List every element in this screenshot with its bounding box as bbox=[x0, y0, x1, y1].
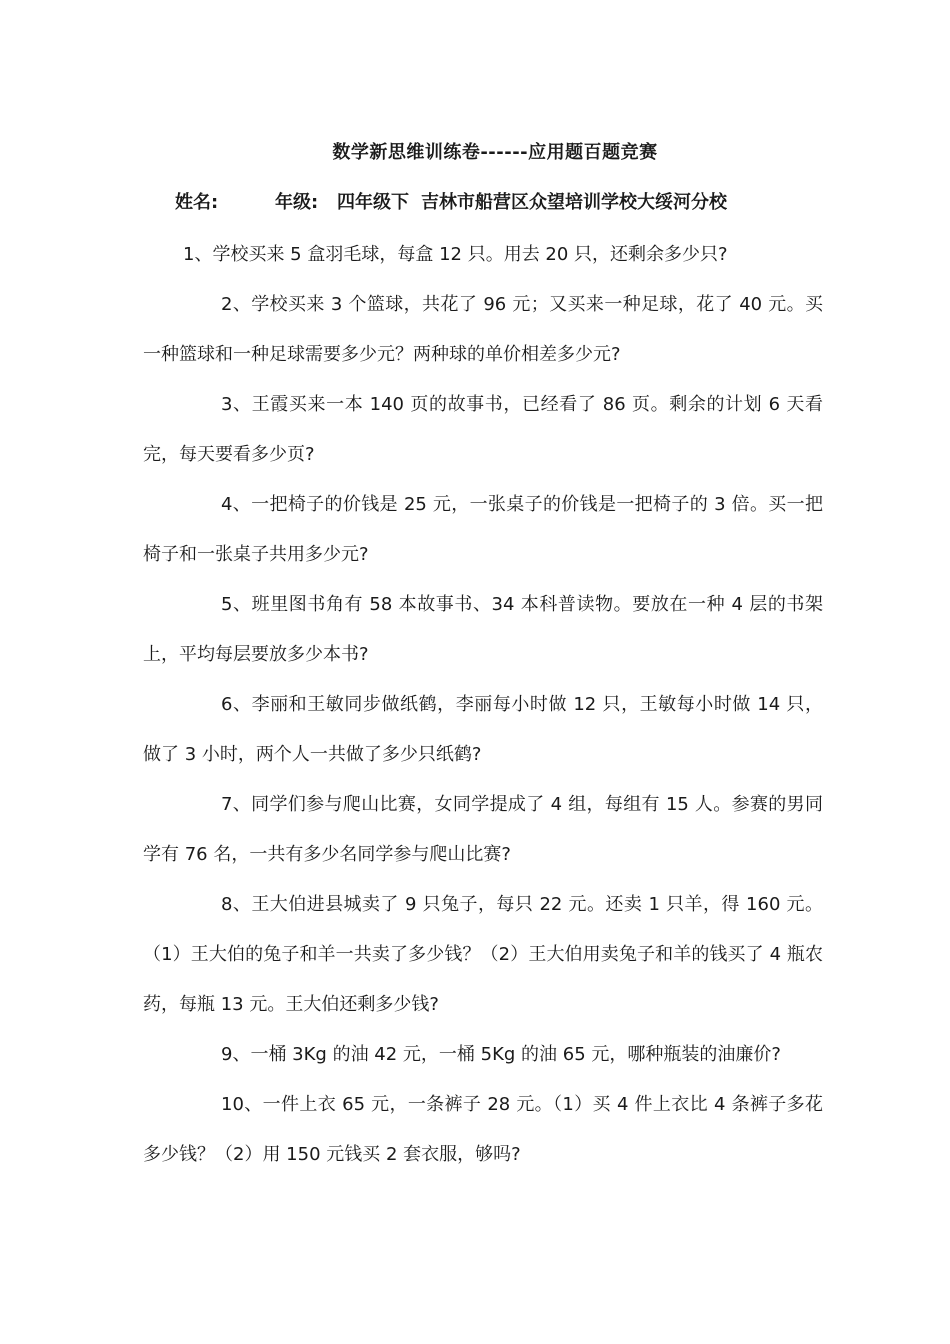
question-item: 6、李丽和王敏同步做纸鹤，李丽每小时做 12 只，王敏每小时做 14 只，做了 3 小时，两个人一共做了多少只纸鹤? bbox=[143, 694, 823, 765]
grade-value: 四年级下 bbox=[337, 192, 409, 213]
question-list bbox=[143, 230, 823, 1180]
grade-label: 年级: bbox=[275, 192, 319, 213]
question-item: 4、一把椅子的价钱是 25 元，一张桌子的价钱是一把椅子的 3 倍。买一把椅子和一张桌子共用多少元? bbox=[143, 494, 823, 565]
school-name: 吉林市船营区众望培训学校大绥河分校 bbox=[421, 192, 727, 213]
question-item: 2、学校买来 3 个篮球，共花了 96 元；又买来一种足球，花了 40 元。买一种篮球和一种足球需要多少元？两种球的单价相差多少元? bbox=[143, 294, 823, 365]
question-item: 1、学校买来 5 盒羽毛球，每盒 12 只。用去 20 只，还剩余多少只? bbox=[183, 244, 728, 265]
header-info-row bbox=[175, 188, 727, 214]
question-item: 5、班里图书角有 58 本故事书、34 本科普读物。要放在一种 4 层的书架上，平均每层要放多少本书? bbox=[143, 594, 823, 665]
question-item: 9、一桶 3Kg 的油 42 元，一桶 5Kg 的油 65 元，哪种瓶装的油廉价? bbox=[221, 1044, 781, 1065]
question-item: 3、王霞买来一本 140 页的故事书，已经看了 86 页。剩余的计划 6 天看完，每天要看多少页? bbox=[143, 394, 823, 465]
question-item: 7、同学们参与爬山比赛，女同学提成了 4 组，每组有 15 人。参赛的男同学有 76 名，一共有多少名同学参与爬山比赛? bbox=[143, 794, 823, 865]
name-label: 姓名: bbox=[175, 192, 219, 213]
document-title: 数学新思维训练卷------应用题百题竞赛 bbox=[332, 142, 658, 163]
question-item: 8、王大伯进县城卖了 9 只兔子，每只 22 元。还卖 1 只羊，得 160 元。（1）王大伯的兔子和羊一共卖了多少钱？（2）王大伯用卖兔子和羊的钱买了 4 瓶农药，每瓶 13 元。王大伯还剩多少钱? bbox=[143, 894, 823, 1015]
question-item: 10、一件上衣 65 元，一条裤子 28 元。（1）买 4 件上衣比 4 条裤子多花多少钱？（2）用 150 元钱买 2 套衣服，够吗? bbox=[143, 1094, 823, 1165]
